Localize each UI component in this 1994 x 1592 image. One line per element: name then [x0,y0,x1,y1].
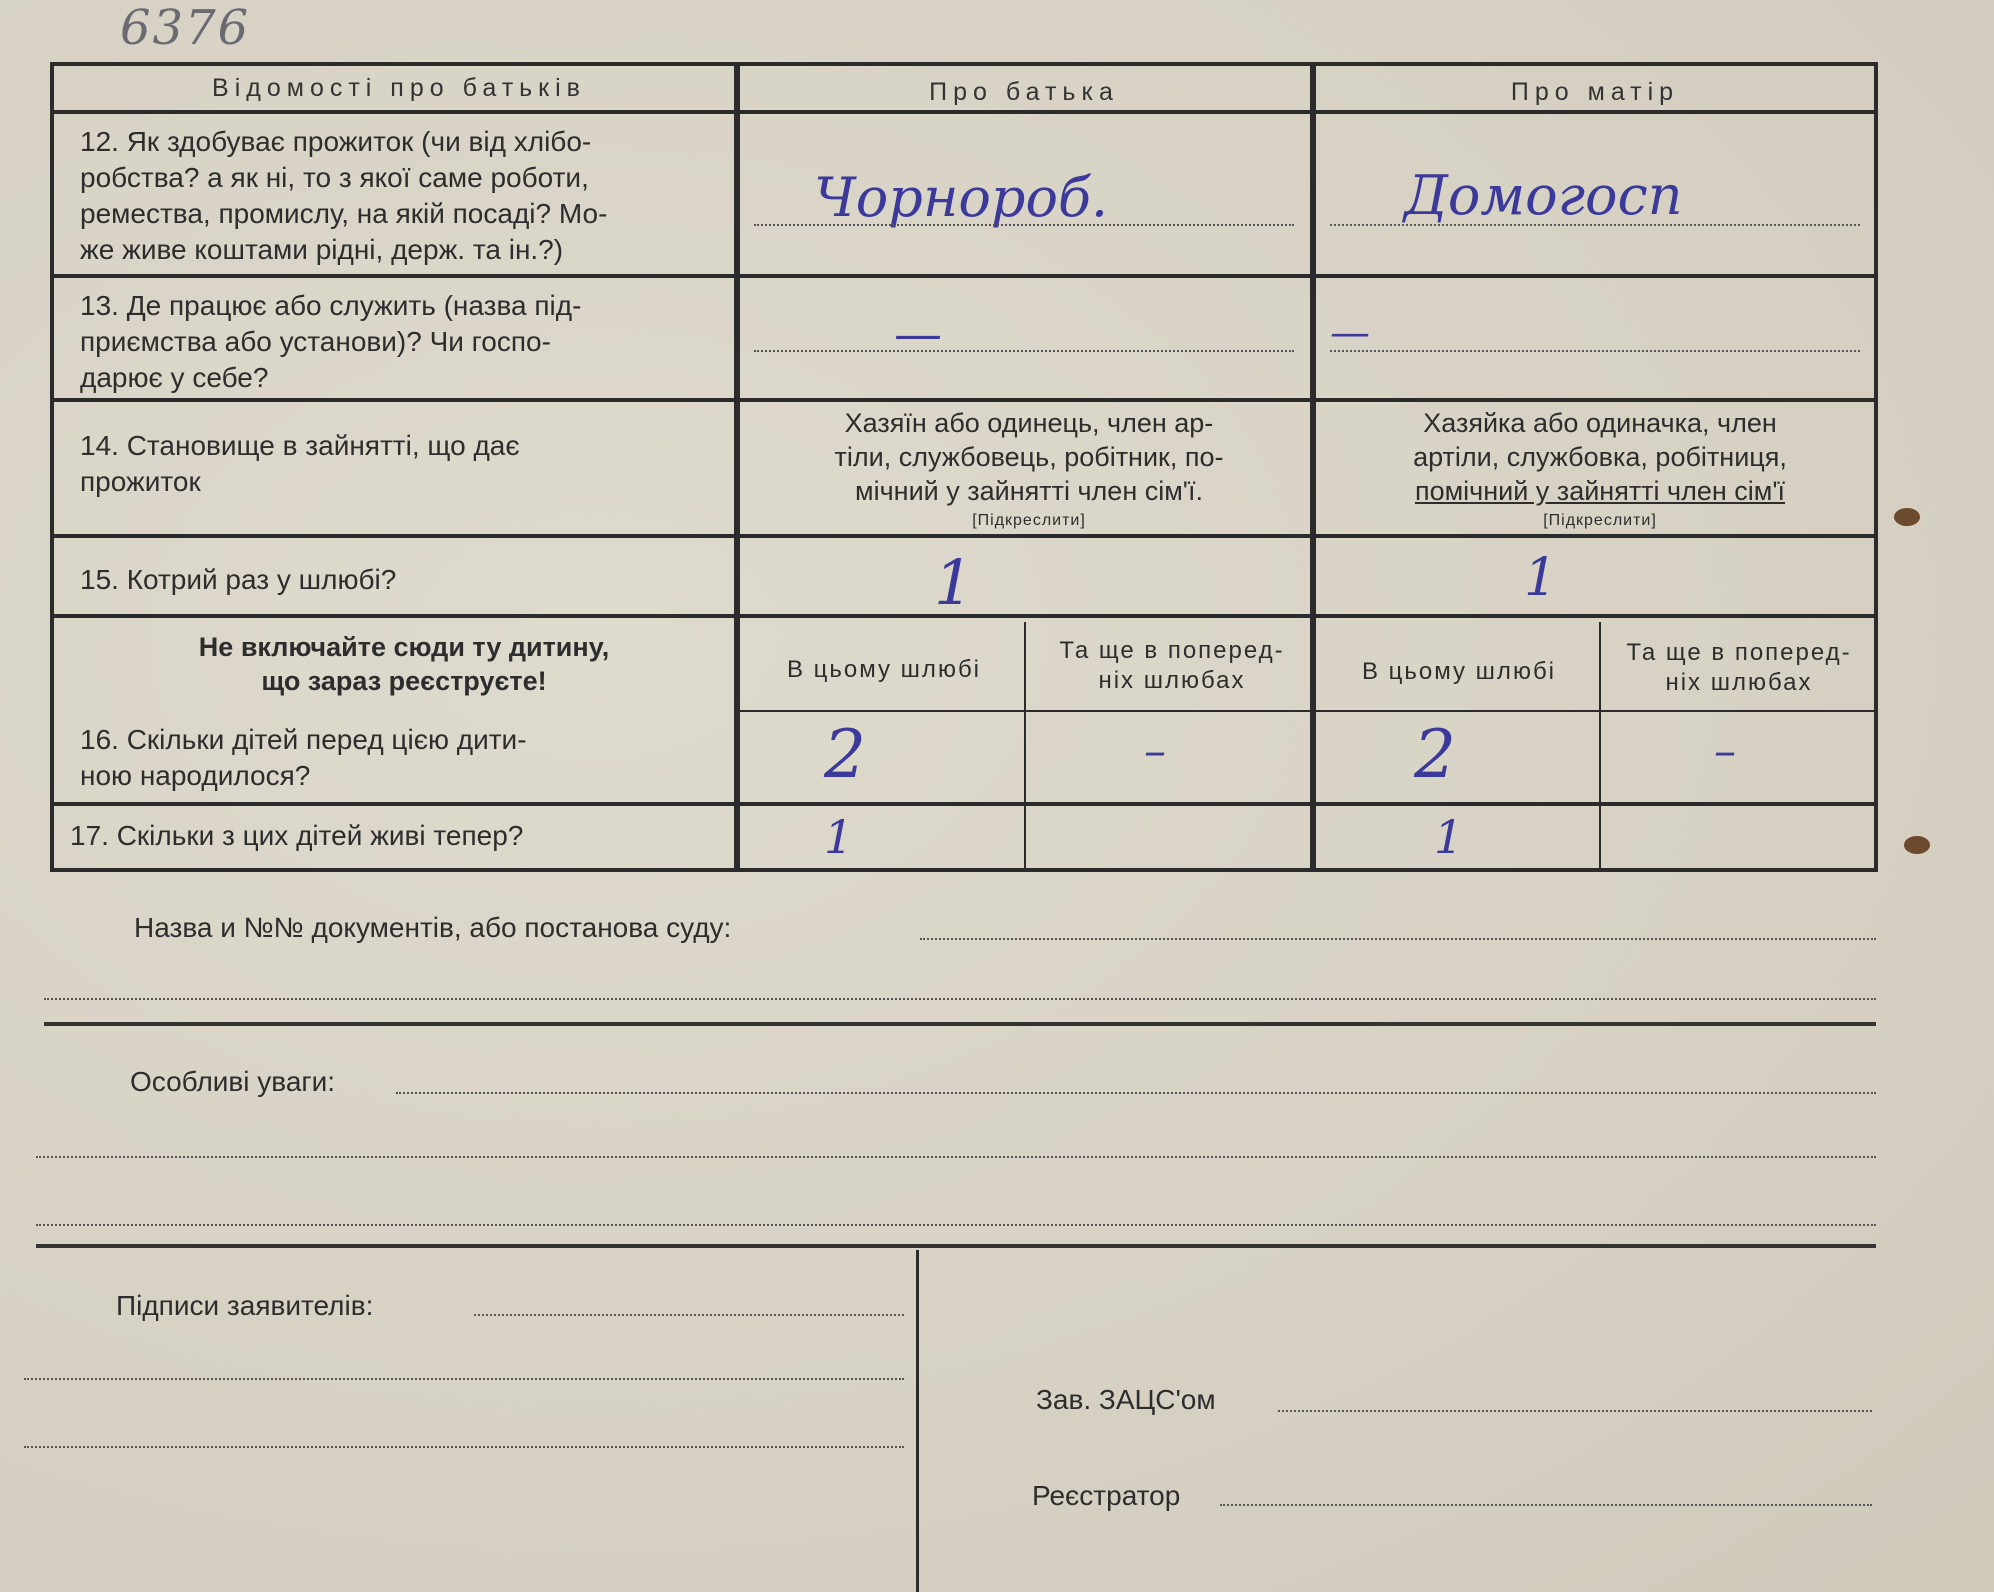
col-divider-1 [734,66,740,868]
col-divider-father-sub [1024,622,1026,868]
q15-father-answer: 1 [934,546,974,619]
q14-mother-hint: [Підкреслити] [1543,512,1657,529]
header-father: Про батька [929,78,1119,106]
row-divider-header [54,110,1874,114]
signatures-line-2 [24,1378,904,1380]
q14-father-options: Хазяїн або одинець, член ар- тіли, службовець, робітник, по- мічний у зайнятті член сім'ї. [834,408,1224,506]
col-divider-mother-sub [1599,622,1601,868]
q12-father-answer: Чорнороб. [814,166,1109,229]
documents-line-1 [920,938,1876,940]
signatures-line-1 [474,1314,904,1316]
q16-father-prev-answer: – [1144,726,1166,777]
q13-mother-answer: — [1330,310,1370,356]
archive-number: 6376 [120,0,251,56]
q16-label: 16. Скільки дітей перед цією дити- ною народилося? [80,724,527,791]
q16-father-this-answer: 2 [824,716,866,793]
header-parents-info: Відомості про батьків [212,74,586,102]
q14-label: 14. Становище в зайнятті, що дає прожиток [80,430,520,497]
header-mother: Про матір [1510,78,1680,106]
q13-father-line [754,350,1294,352]
notes-separator [36,1244,1876,1248]
q16-mother-this-answer: 2 [1414,716,1456,793]
row-divider-16-sub [734,710,1874,712]
q16-note: Не включайте сюди ту дитину, що зараз реєструєте! [198,632,610,696]
q14-father-hint: [Підкреслити] [972,512,1086,529]
registrar-line [1220,1504,1872,1506]
signatures-line-3 [24,1446,904,1448]
q13-mother-line [1330,350,1860,352]
q16-father-prev-marriages-header: Та ще в поперед- ніх шлюбах [1059,637,1285,694]
q13-father-answer: — [894,306,942,362]
col-divider-2 [1310,66,1316,868]
q17-label: 17. Скільки з цих дітей живі тепер? [70,820,524,851]
notes-line-3 [36,1224,1876,1226]
q17-mother-answer: 1 [1434,810,1464,864]
notes-line-1 [396,1092,1876,1094]
punch-hole-2 [1904,836,1930,854]
signatures-label: Підписи заявителів: [116,1290,374,1321]
registrar-label: Реєстратор [1032,1480,1181,1511]
documents-separator [44,1022,1876,1026]
q16-mother-prev-marriages-header: Та ще в поперед- ніх шлюбах [1626,639,1852,696]
signature-divider [916,1250,919,1592]
parents-info-table [50,62,1878,872]
q12-father-line [754,224,1294,226]
q16-mother-this-marriage-header: В цьому шлюбі [1361,658,1557,685]
punch-hole-1 [1894,508,1920,526]
q14-mother-options: Хазяйка або одиначка, член артіли, службовка, робітниця, помічний у зайнятті член сім'ї [1413,408,1787,506]
notes-line-2 [36,1156,1876,1158]
documents-label: Назва и №№ документів, або постанова суду: [134,912,732,943]
q17-father-answer: 1 [824,810,854,864]
documents-line-2 [44,998,1876,1000]
q12-label: 12. Як здобуває прожиток (чи від хлібо- робства? а як ні, то з якої саме роботи, ремества, промислу, на якій посаді? Мо- же живе коштами рідні, держ. та ін.?) [80,126,608,265]
q12-mother-line [1330,224,1860,226]
row-divider-14 [54,534,1874,538]
q15-label: 15. Котрий раз у шлюбі? [80,564,397,595]
q16-father-this-marriage-header: В цьому шлюбі [786,656,982,683]
q16-mother-prev-answer: – [1714,726,1736,777]
q15-mother-answer: 1 [1524,548,1558,608]
zags-head-line [1278,1410,1872,1412]
notes-label: Особливі уваги: [130,1066,336,1097]
row-divider-16 [54,802,1874,806]
zags-head-label: Зав. ЗАЦС'ом [1036,1384,1216,1415]
row-divider-12 [54,274,1874,278]
q13-label: 13. Де працює або служить (назва під- приємства або установи)? Чи госпо- дарює у себе? [80,290,582,393]
q12-mother-answer: Домогосп [1404,164,1683,227]
row-divider-13 [54,398,1874,402]
